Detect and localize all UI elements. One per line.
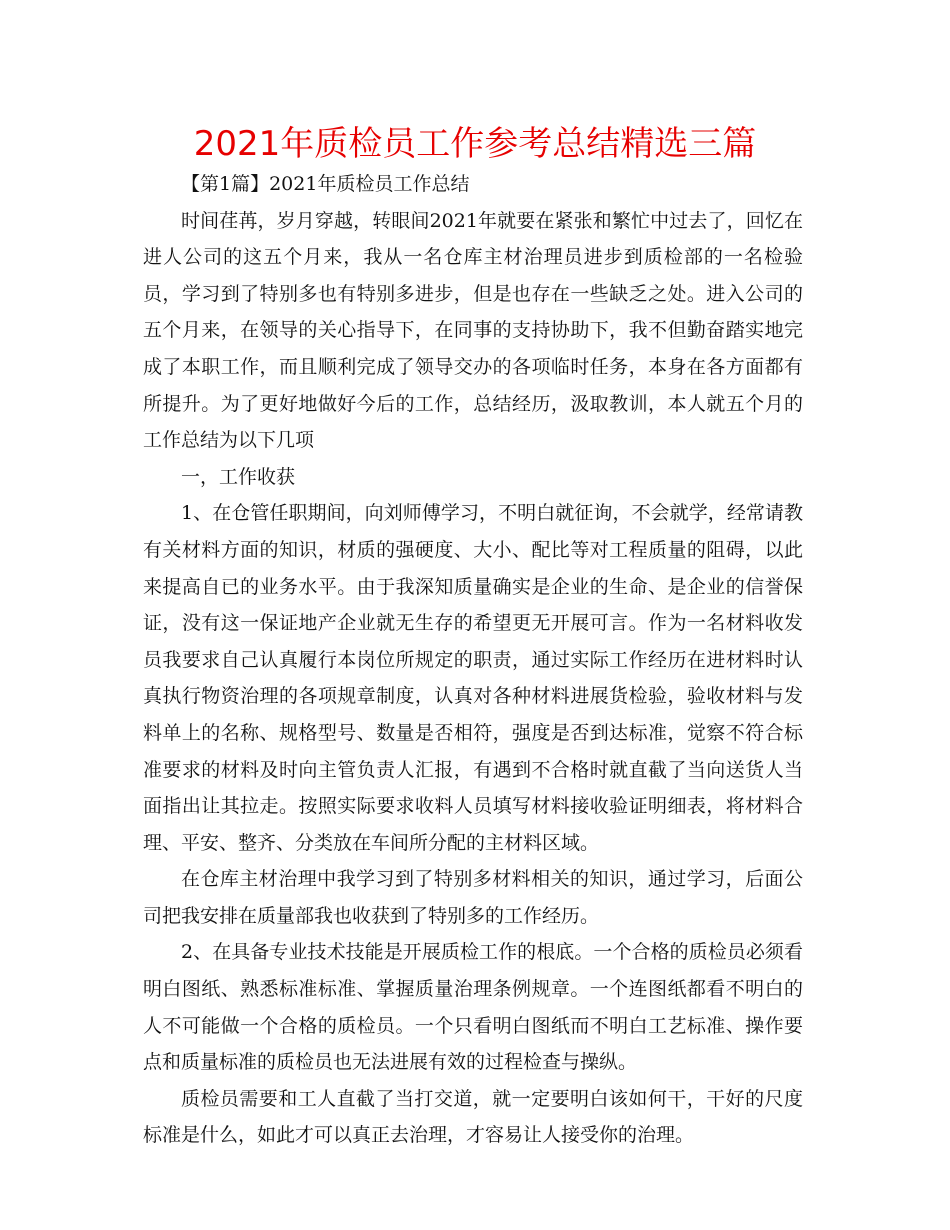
paragraph-item-2: 2、在具备专业技术技能是开展质检工作的根底。一个合格的质检员必须看明白图纸、熟悉标准标准、掌握质量治理条例规章。一个连图纸都看不明白的人不可能做一个合格的质检员。一个只看明白图纸而不明白工艺标准、操作要点和质量标准的质检员也无法进展有效的过程检查与操纵。: [143, 941, 803, 1074]
document-body: [143, 166, 803, 1154]
section-heading: 【第1篇】2021年质检员工作总结: [181, 173, 470, 195]
paragraph-inspector: 质检员需要和工人直截了当打交道，就一定要明白该如何干，干好的尺度标准是什么，如此才可以真正去治理，才容易让人接受你的治理。: [143, 1087, 803, 1147]
paragraph-warehouse: 在仓库主材治理中我学习到了特别多材料相关的知识，通过学习，后面公司把我安排在质量部我也收获到了特别多的工作经历。: [143, 868, 803, 927]
document-title: 2021年质检员工作参考总结精选三篇: [193, 124, 757, 164]
paragraph-item-1: 1、在仓管任职期间，向刘师傅学习，不明白就征询，不会就学，经常请教有关材料方面的知识，材质的强硬度、大小、配比等对工程质量的阻碍，以此来提高自已的业务水平。由于我深知质量确实是企业的生命、是企业的信誉保证，没有这一保证地产企业就无生存的希望更无开展可言。作为一名材料收发员我要求自己认真履行本岗位所规定的职责，通过实际工作经历在进材料时认真执行物资治理的各项规章制度，认真对各种材料进展货检验，验收材料与发料单上的名称、规格型号、数量是否相符，强度是否到达标准，觉察不符合标准要求的材料及时向主管负责人汇报，有遇到不合格时就直截了当向送货人当面指出让其拉走。按照实际要求收料人员填写材料接收验证明细表，将材料合理、平安、整齐、分类放在车间所分配的主材料区域。: [143, 502, 803, 854]
paragraph-heading-work-gains: 一，工作收获: [181, 465, 296, 488]
paragraph-intro: 时间荏苒，岁月穿越，转眼间2021年就要在紧张和繁忙中过去了，回忆在进人公司的这五个月来，我从一名仓库主材治理员进步到质检部的一名检验员，学习到了特别多也有特别多进步，但是也存在一些缺乏之处。进入公司的五个月来，在领导的关心指导下，在同事的支持协助下，我不但勤奋踏实地完成了本职工作，而且顺利完成了领导交办的各项临时任务，本身在各方面都有所提升。为了更好地做好今后的工作，总结经历，汲取教训，本人就五个月的工作总结为以下几项: [143, 209, 803, 452]
